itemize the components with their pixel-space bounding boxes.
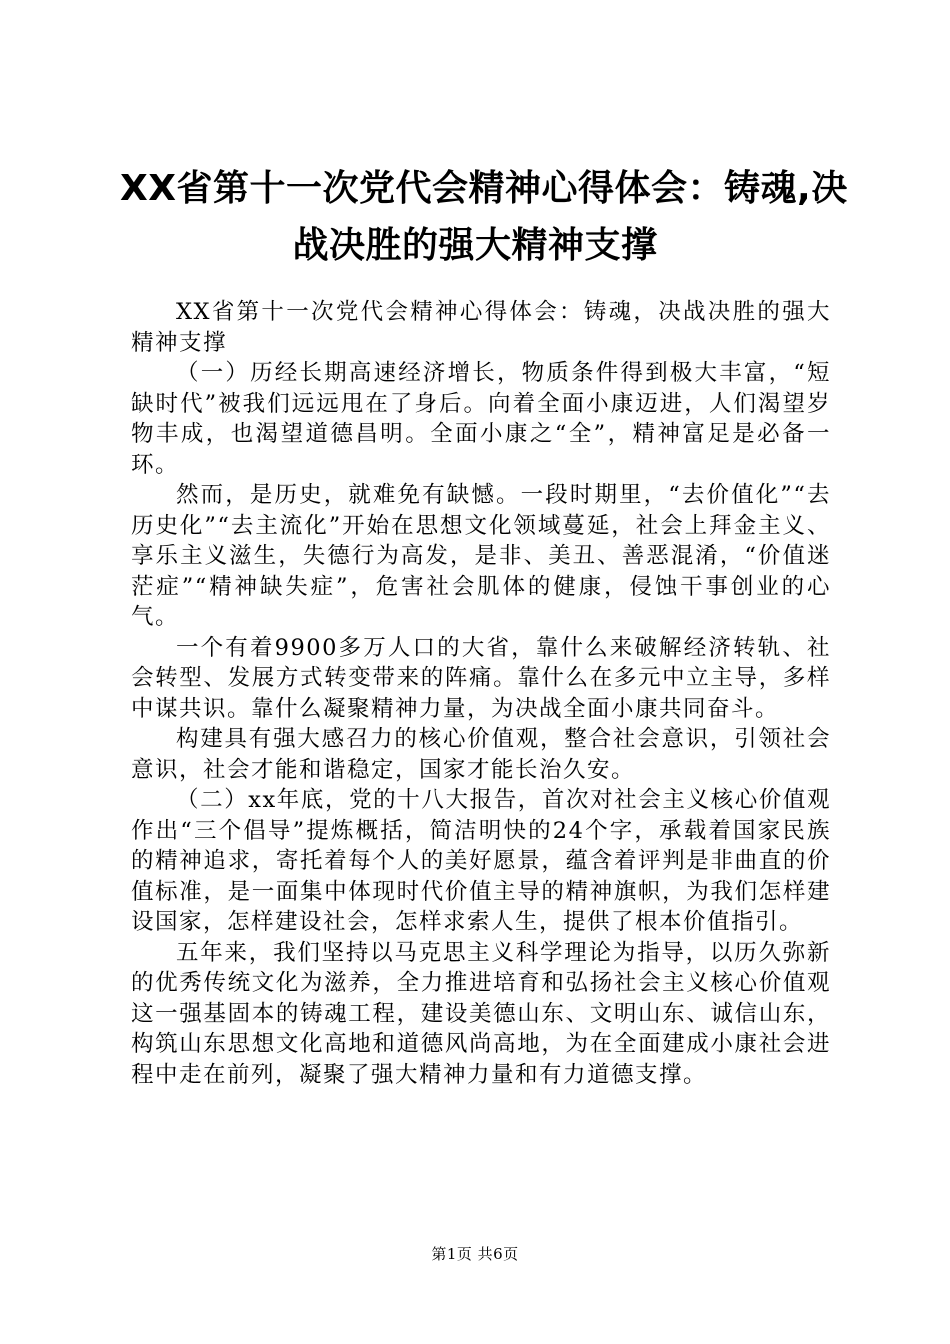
document-title [120,160,848,274]
paragraph: 五年来，我们坚持以马克思主义科学理论为指导，以历久弥新的优秀传统文化为滋养，全力推进培育和弘扬社会主义核心价值观这一强基固本的铸魂工程，建设美德山东、文明山东、诚信山东，构筑山东思想文化高地和道德风尚高地，为在全面建成小康社会进程中走在前列，凝聚了强大精神力量和有力道德支撑。 [131,939,831,1088]
title-line-1: XX省第十一次党代会精神心得体会：铸魂,决 [120,168,848,209]
document-body [131,297,831,1090]
paragraph: 然而，是历史，就难免有缺憾。一段时期里，“去价值化”“去历史化”“去主流化”开始在思想文化领域蔓延，社会上拜金主义、享乐主义滋生，失德行为高发，是非、美丑、善恶混淆，“价值迷茫症”“精神缺失症”，危害社会肌体的健康，侵蚀干事创业的心气。 [131,482,831,630]
paragraph-intro: XX省第十一次党代会精神心得体会：铸魂，决战决胜的强大精神支撑 [131,299,831,356]
page-number-footer: 第1页 共6页 [431,1245,519,1263]
paragraph-section-1: （一）历经长期高速经济增长，物质条件得到极大丰富，“短缺时代”被我们远远甩在了身后。向着全面小康迈进，人们渴望岁物丰成，也渴望道德昌明。全面小康之“全”，精神富足是必备一环。 [131,360,831,478]
title-line-2: 战决胜的强大精神支撑 [292,225,658,266]
paragraph: 构建具有强大感召力的核心价值观，整合社会意识，引领社会意识，社会才能和谐稳定，国家才能长治久安。 [131,726,831,783]
paragraph-section-2: （二）xx年底，党的十八大报告，首次对社会主义核心价值观作出“三个倡导”提炼概括，简洁明快的24个字，承载着国家民族的精神追求，寄托着每个人的美好愿景，蕴含着评判是非曲直的价值标准，是一面集中体现时代价值主导的精神旗帜，为我们怎样建设国家，怎样建设社会，怎样求索人生，提供了根本价值指引。 [131,787,831,935]
paragraph: 一个有着9900多万人口的大省，靠什么来破解经济转轨、社会转型、发展方式转变带来的阵痛。靠什么在多元中立主导，多样中谋共识。靠什么凝聚精神力量，为决战全面小康共同奋斗。 [131,634,831,722]
